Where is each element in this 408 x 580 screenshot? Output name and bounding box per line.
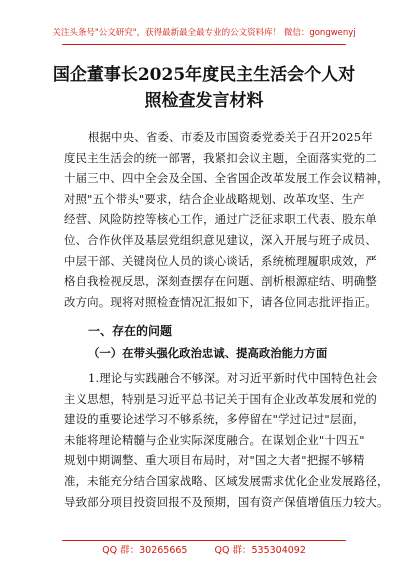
intro-line: 根据中央、省委、市委及市国资委党委关于召开2025年 xyxy=(88,130,373,144)
point-line: 1.理论与实践融合不够深。对习近平新时代中国特色社会 xyxy=(88,371,378,385)
intro-line: 十届三中、四中全会及全国、全省国企改革发展工作会议精神， xyxy=(64,171,389,186)
point-line: 未能将理论精髓与企业实际深度融合。在谋划企业"十四五" xyxy=(64,432,365,447)
point-line: 准，未能充分结合国家战略、区域发展需求优化企业发展路径， xyxy=(64,473,389,488)
intro-line: 经营、风险防控等核心工作，通过广泛征求职工代表、股东单 xyxy=(64,212,377,227)
footer xyxy=(0,542,408,556)
top-banner: 关注头条号"公文研究"，获得最新最全最专业的公文资料库！ 微信：gongwenyj xyxy=(52,28,356,38)
intro-paragraph xyxy=(64,127,389,312)
intro-line: 中层干部、关键岗位人员的谈心谈话，系统梳理履职成效，严 xyxy=(64,253,377,268)
intro-line: 改方向。现将对照检查情况汇报如下，请各位同志批评指正。 xyxy=(64,294,377,309)
top-divider xyxy=(62,44,346,45)
point-line: 规划中期调整、重大项目布局时，对"国之大者"把握不够精 xyxy=(64,453,365,468)
bottom-divider xyxy=(62,540,346,541)
subsection-heading: （一）在带头强化政治忠诚、提高政治能力方面 xyxy=(88,346,328,360)
title-line-1: 国企董事长2025年度民主生活会个人对 xyxy=(52,65,356,85)
footer-qq-group-1: QQ 群：30265665 xyxy=(102,545,188,556)
intro-line: 位、合作伙伴及基层党组织意见建议，深入开展与班子成员、 xyxy=(64,232,377,247)
point-line: 导致部分项目投资回报不及预期，国有资产保值增值压力较大。 xyxy=(64,494,389,509)
intro-line: 度民主生活会的统一部署，我紧扣会议主题，全面落实党的二 xyxy=(64,150,377,165)
document-title xyxy=(40,62,368,114)
intro-line: 对照"五个带头"要求，结合企业战略规划、改革攻坚、生产 xyxy=(64,191,365,206)
title-line-2: 照检查发言材料 xyxy=(144,91,264,111)
point-line: 建设的重要论述学习不够系统，多停留在"学过记过"层面， xyxy=(64,412,365,427)
point-line: 主义思想，特别是习近平总书记关于国有企业改革发展和党的 xyxy=(64,391,377,406)
point-paragraph xyxy=(64,368,389,512)
footer-qq-group-2: QQ 群：535304092 xyxy=(214,545,306,556)
section-heading: 一、存在的问题 xyxy=(88,324,173,338)
intro-line: 格自我检视反思，深刻查摆存在问题、剖析根源症结、明确整 xyxy=(64,274,377,289)
